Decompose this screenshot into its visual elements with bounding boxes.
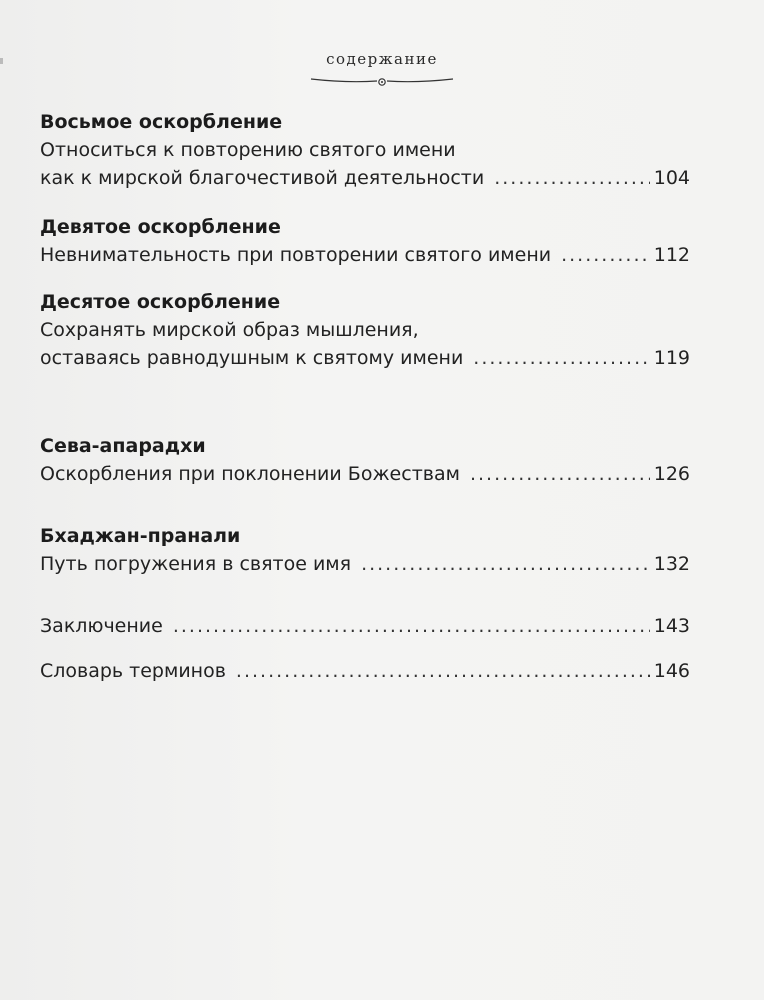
running-header — [0, 50, 764, 88]
leader-dots — [470, 460, 650, 488]
section-title: Бхаджан-пранали — [40, 525, 241, 547]
section-title: Восьмое оскорбление — [40, 111, 283, 133]
toc-section-bhajan-pranali — [40, 522, 690, 578]
entry-line: Относиться к повторению святого имени — [40, 139, 456, 161]
toc-section-tenth-offense — [40, 288, 690, 372]
leader-dots — [236, 657, 650, 685]
leader-dots — [473, 344, 649, 372]
ornament-divider-icon — [307, 74, 457, 88]
entry-text: как к мирской благочестивой деятельности — [40, 167, 485, 189]
section-title: Сева-апарадхи — [40, 435, 206, 457]
toc-entry[interactable] — [40, 460, 690, 488]
toc-entry[interactable] — [40, 241, 690, 269]
toc-section-ninth-offense — [40, 213, 690, 269]
page-number: 146 — [653, 660, 690, 682]
toc-section-seva-aparadhi — [40, 432, 690, 488]
toc-entry[interactable] — [40, 550, 690, 578]
entry-text: Заключение — [40, 615, 163, 637]
page-number: 126 — [653, 463, 690, 485]
toc-entry[interactable] — [40, 344, 690, 372]
toc-entry[interactable] — [40, 164, 690, 192]
leader-dots — [561, 241, 650, 269]
toc-section-conclusion — [40, 612, 690, 640]
page-number: 143 — [653, 615, 690, 637]
toc-section-glossary — [40, 657, 690, 685]
toc-entry[interactable] — [40, 657, 690, 685]
toc-entry[interactable] — [40, 612, 690, 640]
header-title: содержание — [326, 50, 438, 68]
page-number: 112 — [653, 244, 690, 266]
leader-dots — [173, 612, 650, 640]
page-number: 104 — [653, 167, 690, 189]
entry-text: Словарь терминов — [40, 660, 226, 682]
entry-text: Оскорбления при поклонении Божествам — [40, 463, 460, 485]
entry-text: Невнимательность при повторении святого имени — [40, 244, 552, 266]
page-number: 132 — [653, 553, 690, 575]
leader-dots — [361, 550, 650, 578]
section-title: Десятое оскорбление — [40, 291, 281, 313]
entry-text: Путь погружения в святое имя — [40, 553, 352, 575]
section-title: Девятое оскорбление — [40, 216, 281, 238]
entry-line: Сохранять мирской образ мышления, — [40, 319, 419, 341]
toc-section-eighth-offense — [40, 108, 690, 192]
entry-text: оставаясь равнодушным к святому имени — [40, 347, 464, 369]
leader-dots — [494, 164, 650, 192]
page-number: 119 — [653, 347, 690, 369]
